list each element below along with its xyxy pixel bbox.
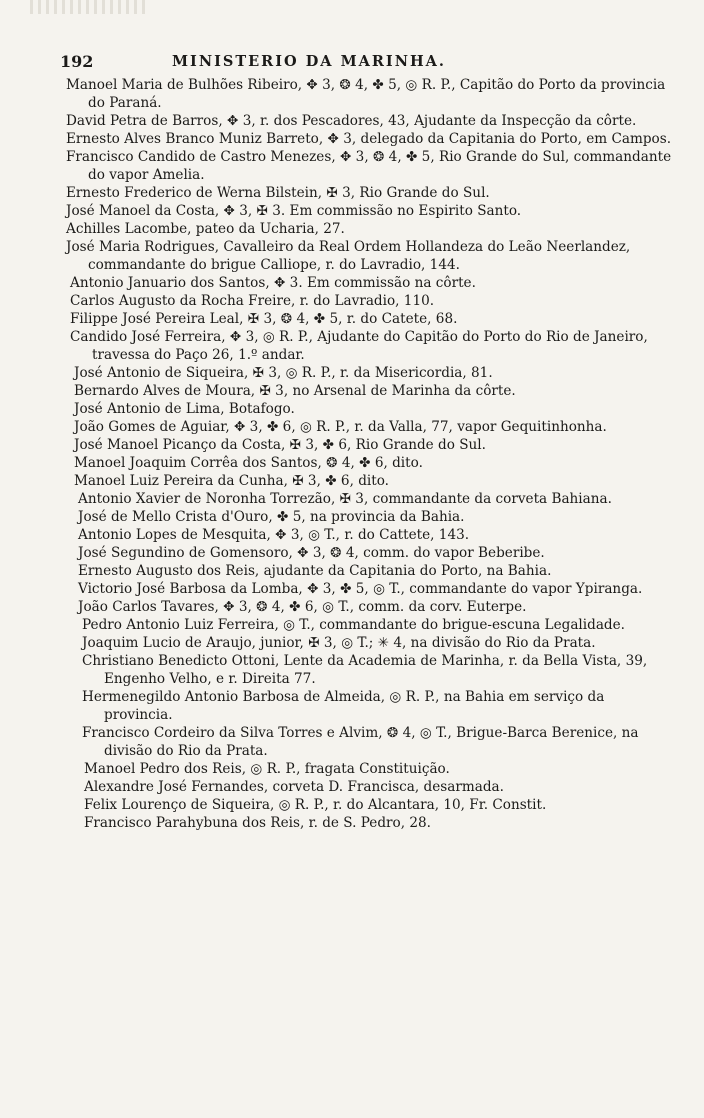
list-item: Filippe José Pereira Leal, ✠ 3, ❂ 4, ✤ 5, r. do Catete, 68. xyxy=(70,311,458,327)
list-item: José Segundino de Gomensoro, ✥ 3, ❂ 4, comm. do vapor Beberibe. xyxy=(78,545,545,561)
list-item: Joaquim Lucio de Araujo, junior, ✠ 3, ◎ T.; ✳ 4, na divisão do Rio da Prata. xyxy=(82,635,596,651)
list-item: Manoel Maria de Bulhões Ribeiro, ✥ 3, ❂ 4, ✤ 5, ◎ R. P., Capitão do Porto da provincia do Paraná. xyxy=(66,77,666,111)
list-item: Victorio José Barbosa da Lomba, ✥ 3, ✤ 5, ◎ T., commandante do vapor Ypiranga. xyxy=(78,581,643,597)
list-item: Antonio Lopes de Mesquita, ✥ 3, ◎ T., r. do Cattete, 143. xyxy=(78,527,470,543)
list-item: Francisco Parahybuna dos Reis, r. de S. Pedro, 28. xyxy=(84,815,431,831)
list-item: José Manoel da Costa, ✥ 3, ✠ 3. Em commissão no Espirito Santo. xyxy=(66,203,522,219)
running-head: MINISTERIO DA MARINHA. xyxy=(172,53,446,70)
list-item: Ernesto Frederico de Werna Bilstein, ✠ 3, Rio Grande do Sul. xyxy=(66,185,490,201)
list-item: José Manoel Picanço da Costa, ✠ 3, ✤ 6, Rio Grande do Sul. xyxy=(74,437,486,453)
list-item: Carlos Augusto da Rocha Freire, r. do Lavradio, 110. xyxy=(70,293,435,309)
list-item: Alexandre José Fernandes, corveta D. Francisca, desarmada. xyxy=(84,779,504,795)
list-item: Pedro Antonio Luiz Ferreira, ◎ T., commandante do brigue-escuna Legalidade. xyxy=(82,617,625,633)
list-item: José Maria Rodrigues, Cavalleiro da Real Ordem Hollandeza do Leão Neerlandez, commandante do brigue Calliope, r. do Lavradio, 144. xyxy=(66,239,631,273)
list-item: Hermenegildo Antonio Barbosa de Almeida, ◎ R. P., na Bahia em serviço da provincia. xyxy=(82,689,605,723)
list-item: Manoel Pedro dos Reis, ◎ R. P., fragata Constituição. xyxy=(84,761,450,777)
list-item: José de Mello Crista d'Ouro, ✤ 5, na provincia da Bahia. xyxy=(78,509,465,525)
list-item: David Petra de Barros, ✥ 3, r. dos Pescadores, 43, Ajudante da Inspecção da côrte. xyxy=(66,113,637,129)
list-item: Achilles Lacombe, pateo da Ucharia, 27. xyxy=(66,221,345,237)
list-item: José Antonio de Siqueira, ✠ 3, ◎ R. P., r. da Misericordia, 81. xyxy=(74,365,493,381)
list-item: Felix Lourenço de Siqueira, ◎ R. P., r. do Alcantara, 10, Fr. Constit. xyxy=(84,797,547,813)
list-item: Candido José Ferreira, ✥ 3, ◎ R. P., Ajudante do Capitão do Porto do Rio de Janeiro, travessa do Paço 26, 1.º andar. xyxy=(70,329,648,363)
list-item: Antonio Xavier de Noronha Torrezão, ✠ 3, commandante da corveta Bahiana. xyxy=(78,491,612,507)
list-item: Ernesto Alves Branco Muniz Barreto, ✥ 3, delegado da Capitania do Porto, em Campos. xyxy=(66,131,672,147)
list-item: João Gomes de Aguiar, ✥ 3, ✤ 6, ◎ R. P., r. da Valla, 77, vapor Gequitinhonha. xyxy=(74,419,607,435)
paper-blemish xyxy=(30,0,150,14)
list-item: Antonio Januario dos Santos, ✥ 3. Em commissão na côrte. xyxy=(70,275,476,291)
list-item: Manoel Joaquim Corrêa dos Santos, ❂ 4, ✤ 6, dito. xyxy=(74,455,423,471)
list-item: José Antonio de Lima, Botafogo. xyxy=(74,401,295,417)
page-number: 192 xyxy=(60,52,94,71)
entry-list xyxy=(66,76,676,832)
list-item: Ernesto Augusto dos Reis, ajudante da Capitania do Porto, na Bahia. xyxy=(78,563,552,579)
list-item: Francisco Candido de Castro Menezes, ✥ 3, ❂ 4, ✤ 5, Rio Grande do Sul, commandante do vapor Amelia. xyxy=(66,149,672,183)
list-item: Francisco Cordeiro da Silva Torres e Alvim, ❂ 4, ◎ T., Brigue-Barca Berenice, na divisão do Rio da Prata. xyxy=(82,725,639,759)
list-item: Bernardo Alves de Moura, ✠ 3, no Arsenal de Marinha da côrte. xyxy=(74,383,516,399)
list-item: Manoel Luiz Pereira da Cunha, ✠ 3, ✤ 6, dito. xyxy=(74,473,390,489)
list-item: Christiano Benedicto Ottoni, Lente da Academia de Marinha, r. da Bella Vista, 39, Engenho Velho, e r. Direita 77. xyxy=(82,653,648,687)
page-header xyxy=(60,52,664,72)
list-item: João Carlos Tavares, ✥ 3, ❂ 4, ✤ 6, ◎ T., comm. da corv. Euterpe. xyxy=(78,599,527,615)
